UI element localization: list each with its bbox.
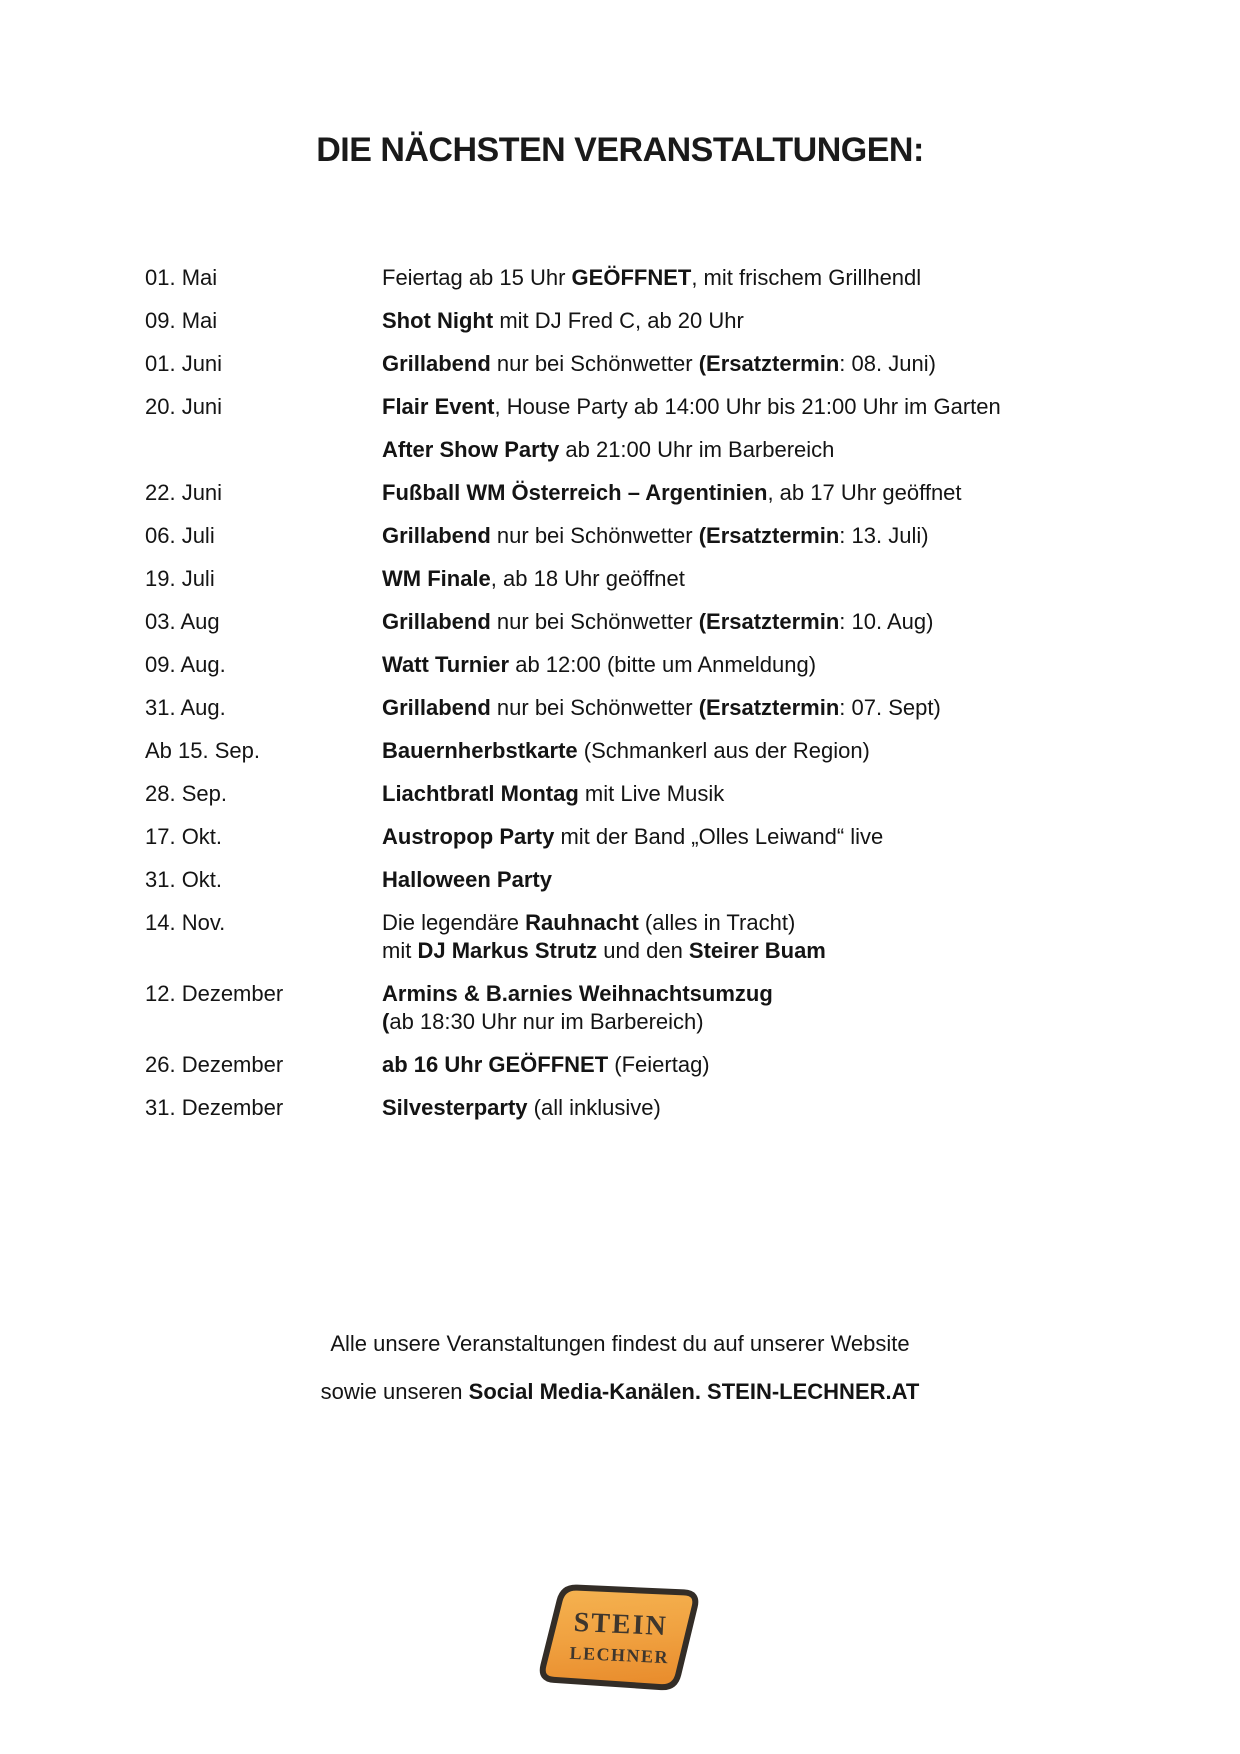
event-date: 28. Sep. <box>145 781 227 806</box>
events-list <box>145 264 1125 1137</box>
event-description: Shot Night mit DJ Fred C, ab 20 Uhr <box>382 308 744 333</box>
event-date: 31. Aug. <box>145 695 226 720</box>
footer-note <box>0 1330 1240 1406</box>
event-row <box>145 694 1125 722</box>
event-date <box>145 436 382 464</box>
event-row <box>145 909 1125 965</box>
event-description: ab 16 Uhr GEÖFFNET (Feiertag) <box>382 1052 710 1077</box>
event-date: 01. Mai <box>145 265 218 290</box>
logo-text-lechner: LECHNER <box>569 1642 670 1668</box>
event-date: 26. Dezember <box>145 1052 284 1077</box>
event-date: 09. Mai <box>145 308 218 333</box>
event-description: WM Finale, ab 18 Uhr geöffnet <box>382 566 685 591</box>
event-description: Liachtbratl Montag mit Live Musik <box>382 781 725 806</box>
event-description: Silvesterparty (all inklusive) <box>382 1095 661 1120</box>
event-date: 12. Dezember <box>145 981 284 1006</box>
event-row <box>145 737 1125 765</box>
event-date: 01. Juni <box>145 351 223 376</box>
event-row <box>145 980 1125 1036</box>
event-date: 03. Aug <box>145 609 220 634</box>
event-row <box>145 436 1125 464</box>
page-title: DIE NÄCHSTEN VERANSTALTUNGEN: <box>316 131 924 169</box>
event-row <box>145 608 1125 636</box>
event-description: Halloween Party <box>382 867 552 892</box>
stein-lechner-logo <box>0 1580 1240 1696</box>
event-row <box>145 866 1125 894</box>
event-row <box>145 823 1125 851</box>
event-description: Grillabend nur bei Schönwetter (Ersatztermin: 13. Juli) <box>382 523 929 548</box>
event-date: Ab 15. Sep. <box>145 738 260 763</box>
event-description: Austropop Party mit der Band „Olles Leiwand“ live <box>382 824 884 849</box>
event-row <box>145 522 1125 550</box>
event-date: 14. Nov. <box>145 910 226 935</box>
event-row <box>145 479 1125 507</box>
event-date: 20. Juni <box>145 394 223 419</box>
event-description: Die legendäre Rauhnacht (alles in Tracht) mit DJ Markus Strutz und den Steirer Buam <box>382 910 826 963</box>
event-description: Bauernherbstkarte (Schmankerl aus der Region) <box>382 738 870 763</box>
event-description: Grillabend nur bei Schönwetter (Ersatztermin: 07. Sept) <box>382 695 941 720</box>
event-row <box>145 651 1125 679</box>
event-row <box>145 780 1125 808</box>
event-description: Fußball WM Österreich – Argentinien, ab 17 Uhr geöffnet <box>382 480 962 505</box>
event-row <box>145 264 1125 292</box>
event-row <box>145 565 1125 593</box>
event-description: Flair Event, House Party ab 14:00 Uhr bis 21:00 Uhr im Garten <box>382 394 1001 419</box>
event-row <box>145 1051 1125 1079</box>
event-date: 19. Juli <box>145 566 215 591</box>
footer-line2: sowie unseren Social Media-Kanälen. STEIN-LECHNER.AT <box>320 1379 920 1404</box>
event-row <box>145 307 1125 335</box>
event-date: 31. Dezember <box>145 1095 284 1120</box>
event-description: Feiertag ab 15 Uhr GEÖFFNET, mit frischem Grillhendl <box>382 265 922 290</box>
event-row <box>145 393 1125 421</box>
event-date: 31. Okt. <box>145 867 223 892</box>
logo-text-stein: STEIN <box>573 1606 669 1643</box>
event-description: Watt Turnier ab 12:00 (bitte um Anmeldung) <box>382 652 817 677</box>
event-description: Grillabend nur bei Schönwetter (Ersatztermin: 08. Juni) <box>382 351 936 376</box>
footer-line1: Alle unsere Veranstaltungen findest du auf unserer Website <box>330 1331 910 1356</box>
event-row <box>145 350 1125 378</box>
event-date: 06. Juli <box>145 523 215 548</box>
event-date: 17. Okt. <box>145 824 223 849</box>
event-description: Grillabend nur bei Schönwetter (Ersatztermin: 10. Aug) <box>382 609 934 634</box>
event-description: Armins & B.arnies Weihnachtsumzug (ab 18:30 Uhr nur im Barbereich) <box>382 981 773 1034</box>
event-date: 09. Aug. <box>145 652 226 677</box>
event-date: 22. Juni <box>145 480 223 505</box>
logo-badge <box>532 1580 708 1696</box>
event-row <box>145 1094 1125 1122</box>
event-description: After Show Party ab 21:00 Uhr im Barbereich <box>382 437 835 462</box>
